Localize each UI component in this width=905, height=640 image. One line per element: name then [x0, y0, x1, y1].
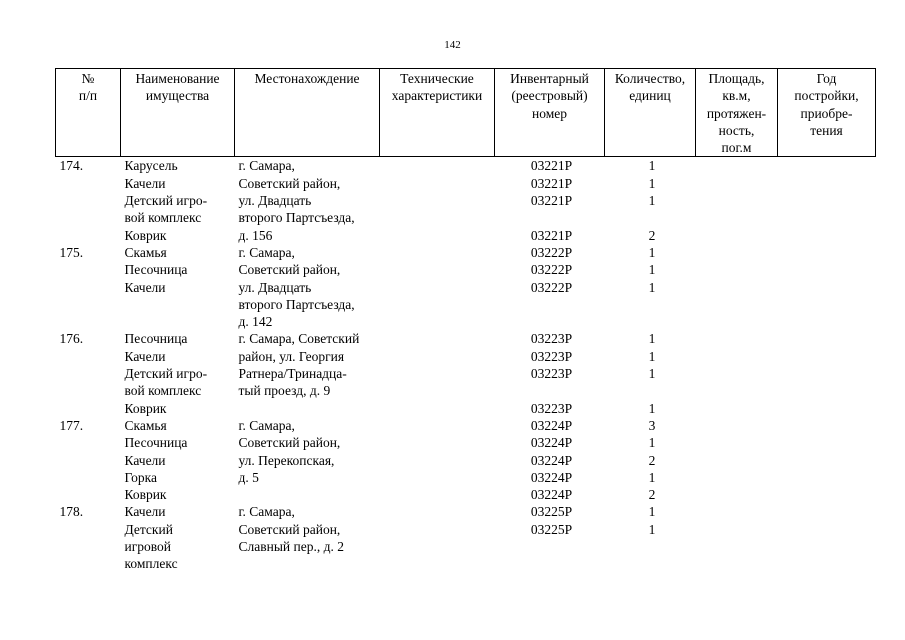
quantity-value	[609, 296, 696, 313]
table-header-row	[56, 69, 876, 157]
inventory-number: 03224Р	[530, 435, 573, 451]
property-location	[235, 417, 380, 503]
location-line: второго Партсъезда,	[238, 296, 355, 312]
location-line: г. Самара,	[238, 158, 295, 174]
inventory-numbers	[495, 330, 605, 416]
header-area	[696, 69, 778, 157]
quantity-value: 1	[648, 348, 656, 364]
header-text: кв.м,	[722, 88, 751, 104]
inventory-number: 03221Р	[530, 193, 573, 209]
header-text: ность,	[718, 122, 755, 138]
location-line: ул. Двадцать	[238, 279, 312, 295]
header-text: (реестровый)	[511, 88, 588, 104]
property-name: Песочница	[124, 262, 188, 278]
inventory-number	[499, 209, 605, 226]
property-location	[235, 330, 380, 416]
property-name: Детский	[124, 521, 173, 537]
quantity-value	[609, 555, 696, 572]
location-line: ул. Двадцать	[238, 193, 312, 209]
area-length	[696, 330, 778, 416]
table-row	[56, 330, 876, 416]
inventory-number: 03223Р	[530, 366, 573, 382]
header-text: Местонахождение	[254, 71, 360, 86]
quantity-value: 1	[648, 262, 656, 278]
row-number-text: 175.	[59, 244, 84, 260]
quantities	[605, 244, 696, 330]
row-number	[56, 157, 121, 244]
location-line: второго Партсъезда,	[238, 210, 355, 226]
quantity-value: 2	[648, 227, 656, 243]
property-name	[125, 313, 235, 330]
inventory-number	[499, 555, 605, 572]
property-name: комплекс	[124, 556, 178, 572]
location-line: д. 142	[238, 314, 273, 330]
location-line	[239, 555, 380, 572]
inventory-number	[499, 382, 605, 399]
quantities	[605, 157, 696, 244]
row-number	[56, 503, 121, 572]
quantity-value: 1	[648, 175, 656, 191]
quantity-value	[609, 382, 696, 399]
property-names	[121, 244, 235, 330]
property-name: Скамья	[124, 244, 167, 260]
inventory-number: 03222Р	[530, 262, 573, 278]
property-name: игровой	[124, 539, 172, 555]
property-location	[235, 503, 380, 572]
header-inventory	[495, 69, 605, 157]
construction-year	[778, 417, 876, 503]
location-line: Советский район,	[238, 175, 341, 191]
header-text: Год	[816, 71, 837, 86]
row-number-text: 174.	[59, 158, 84, 174]
row-number-text: 177.	[59, 417, 84, 433]
property-name	[125, 296, 235, 313]
construction-year	[778, 244, 876, 330]
quantity-value	[609, 538, 696, 555]
property-names	[121, 417, 235, 503]
header-text: пог.м	[721, 140, 752, 156]
inventory-number: 03222Р	[530, 244, 573, 260]
header-text: протяжен-	[706, 105, 767, 121]
page-number: 142	[444, 39, 461, 51]
location-line: Советский район,	[238, 521, 341, 537]
area-length	[696, 244, 778, 330]
inventory-numbers	[495, 417, 605, 503]
location-line: г. Самара,	[238, 244, 295, 260]
header-text: постройки,	[794, 88, 859, 104]
quantity-value: 1	[648, 331, 656, 347]
construction-year	[778, 330, 876, 416]
header-text: приобре-	[800, 105, 853, 121]
technical-characteristics	[380, 244, 495, 330]
location-line: г. Самара, Советский	[238, 331, 360, 347]
header-name	[121, 69, 235, 157]
location-line: г. Самара,	[238, 417, 295, 433]
property-names	[121, 157, 235, 244]
property-name: Коврик	[124, 227, 167, 243]
inventory-numbers	[495, 503, 605, 572]
property-name: Качели	[124, 175, 166, 191]
header-text: п/п	[78, 88, 98, 104]
location-line: г. Самара,	[238, 504, 295, 520]
construction-year	[778, 157, 876, 244]
header-text: единиц	[629, 88, 671, 104]
technical-characteristics	[380, 330, 495, 416]
inventory-number: 03225Р	[530, 521, 573, 537]
area-length	[696, 157, 778, 244]
header-quantity	[605, 69, 696, 157]
quantity-value: 1	[648, 158, 656, 174]
quantity-value	[609, 209, 696, 226]
property-name: Качели	[124, 348, 166, 364]
header-text: имущества	[145, 88, 210, 104]
location-line: д. 5	[238, 469, 259, 485]
property-name: Карусель	[124, 158, 178, 174]
quantity-value: 1	[648, 521, 656, 537]
quantity-value: 1	[648, 279, 656, 295]
location-line: Советский район,	[238, 262, 341, 278]
inventory-number	[499, 538, 605, 555]
property-names	[121, 330, 235, 416]
row-number-text: 178.	[59, 504, 84, 520]
property-name: Песочница	[124, 435, 188, 451]
location-line	[239, 400, 380, 417]
header-text: Технические	[400, 71, 474, 86]
property-name: Качели	[124, 279, 166, 295]
property-name: Детский игро-	[124, 366, 208, 382]
table-row	[56, 244, 876, 330]
area-length	[696, 503, 778, 572]
location-line: Славный пер., д. 2	[238, 539, 344, 555]
technical-characteristics	[380, 157, 495, 244]
header-year	[778, 69, 876, 157]
property-name: вой комплекс	[124, 210, 202, 226]
table-row	[56, 157, 876, 244]
header-text: тения	[810, 122, 843, 138]
location-line: тый проезд, д. 9	[238, 383, 331, 399]
quantity-value: 1	[648, 469, 656, 485]
technical-characteristics	[380, 503, 495, 572]
inventory-number	[499, 296, 605, 313]
inventory-number: 03223Р	[530, 348, 573, 364]
header-technical	[380, 69, 495, 157]
inventory-number: 03224Р	[530, 487, 573, 503]
header-text: Наименование	[135, 71, 220, 86]
property-location	[235, 244, 380, 330]
location-line: район, ул. Георгия	[238, 348, 345, 364]
inventory-number	[499, 313, 605, 330]
property-name: Песочница	[124, 331, 188, 347]
inventory-number: 03221Р	[530, 158, 573, 174]
location-line: Советский район,	[238, 435, 341, 451]
quantities	[605, 417, 696, 503]
header-text: характеристики	[391, 88, 483, 104]
header-text: номер	[531, 105, 567, 121]
row-number	[56, 417, 121, 503]
quantity-value	[609, 313, 696, 330]
quantity-value: 2	[648, 487, 656, 503]
property-name: Коврик	[124, 487, 167, 503]
quantity-value: 3	[648, 417, 656, 433]
property-name: Детский игро-	[124, 193, 208, 209]
header-text: Инвентарный	[510, 71, 589, 86]
property-name: Коврик	[124, 400, 167, 416]
location-line: д. 156	[238, 227, 273, 243]
inventory-number: 03224Р	[530, 452, 573, 468]
quantity-value: 1	[648, 400, 656, 416]
quantity-value: 1	[648, 193, 656, 209]
inventory-number: 03223Р	[530, 400, 573, 416]
property-name: Качели	[124, 452, 166, 468]
inventory-numbers	[495, 157, 605, 244]
quantities	[605, 503, 696, 572]
inventory-number: 03224Р	[530, 417, 573, 433]
property-name: Скамья	[124, 417, 167, 433]
quantity-value: 1	[648, 504, 656, 520]
header-number	[56, 69, 121, 157]
table-body	[56, 157, 876, 573]
location-line: Ратнера/Тринадца-	[238, 366, 347, 382]
header-location	[235, 69, 380, 157]
property-names	[121, 503, 235, 572]
property-name: вой комплекс	[124, 383, 202, 399]
header-text: Площадь,	[708, 71, 765, 86]
row-number-text: 176.	[59, 331, 84, 347]
quantities	[605, 330, 696, 416]
table-row	[56, 417, 876, 503]
quantity-value: 1	[648, 244, 656, 260]
table-row	[56, 503, 876, 572]
quantity-value: 1	[648, 435, 656, 451]
inventory-number: 03221Р	[530, 227, 573, 243]
location-line: ул. Перекопская,	[238, 452, 335, 468]
area-length	[696, 417, 778, 503]
row-number	[56, 244, 121, 330]
inventory-number: 03223Р	[530, 331, 573, 347]
inventory-number: 03221Р	[530, 175, 573, 191]
inventory-number: 03224Р	[530, 469, 573, 485]
technical-characteristics	[380, 417, 495, 503]
property-location	[235, 157, 380, 244]
inventory-numbers	[495, 244, 605, 330]
location-line	[239, 486, 380, 503]
header-text: Количество,	[614, 71, 686, 86]
row-number	[56, 330, 121, 416]
quantity-value: 2	[648, 452, 656, 468]
property-registry-table	[55, 68, 876, 573]
inventory-number: 03225Р	[530, 504, 573, 520]
quantity-value: 1	[648, 366, 656, 382]
construction-year	[778, 503, 876, 572]
header-text: №	[81, 71, 95, 86]
property-name: Качели	[124, 504, 166, 520]
inventory-number: 03222Р	[530, 279, 573, 295]
property-name: Горка	[124, 469, 157, 485]
